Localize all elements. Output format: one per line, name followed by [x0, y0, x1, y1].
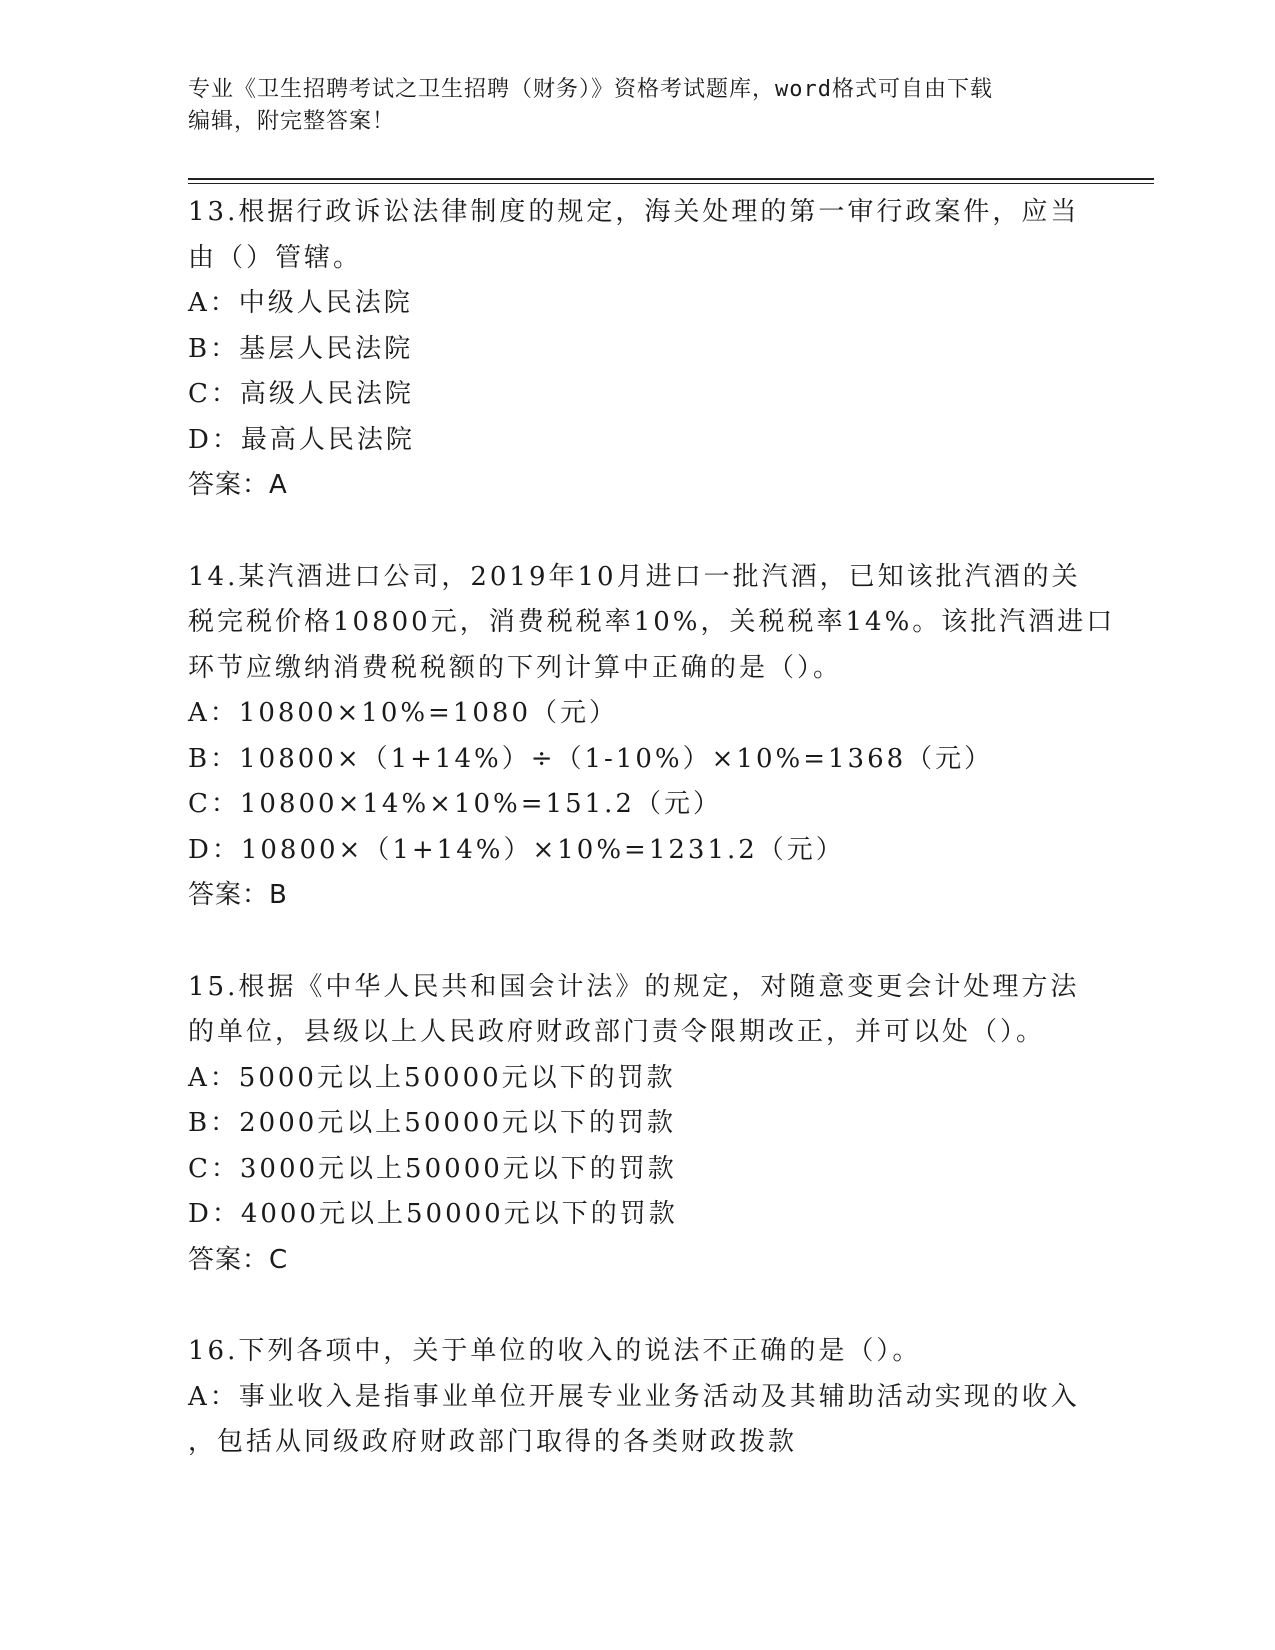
question-13: [188, 190, 1088, 509]
question-16: [188, 1329, 1088, 1466]
option-b: B：2000元以上50000元以下的罚款: [188, 1108, 676, 1138]
question-15: [188, 965, 1088, 1284]
answer-line: 答案：A: [188, 470, 288, 500]
answer-line: 答案：B: [188, 880, 288, 910]
question-stem-line: 环节应缴纳消费税税额的下列计算中正确的是（）。: [188, 652, 843, 683]
header-line-1: 专业《卫生招聘考试之卫生招聘（财务）》资格考试题库，word格式可自由下载: [188, 77, 993, 102]
question-list: [188, 190, 1116, 1512]
header-line-2: 编辑，附完整答案！: [188, 109, 396, 134]
question-stem-line: 13.根据行政诉讼法律制度的规定，海关处理的第一审行政案件，应当: [188, 197, 1080, 227]
answer-line: 答案：C: [188, 1244, 289, 1275]
question-stem-line: 16.下列各项中，关于单位的收入的说法不正确的是（）。: [188, 1336, 922, 1366]
option-a-continuation: ，包括从同级政府财政部门取得的各类财政拨款: [188, 1427, 798, 1457]
option-d: D：最高人民法院: [188, 424, 415, 455]
question-stem-line: 15.根据《中华人民共和国会计法》的规定，对随意变更会计处理方法: [188, 971, 1080, 1002]
option-a: A：10800×10%=1080（元）: [188, 698, 619, 728]
document-header: [188, 74, 1068, 138]
header-divider-top: [188, 178, 1154, 180]
question-stem-line: 14.某汽酒进口公司，2019年10月进口一批汽酒，已知该批汽酒的关: [188, 561, 1081, 592]
option-c: C：高级人民法院: [188, 379, 414, 409]
question-stem-line: 的单位，县级以上人民政府财政部门责令限期改正，并可以处（）。: [188, 1017, 1046, 1047]
question-14: [188, 555, 1116, 919]
question-stem-line: 由（）管辖。: [188, 242, 363, 273]
header-divider-bottom: [188, 183, 1154, 184]
option-b: B：基层人民法院: [188, 333, 414, 364]
option-a: A：5000元以上50000元以下的罚款: [188, 1062, 676, 1093]
question-stem-line: 税完税价格10800元，消费税税率10%，关税税率14%。该批汽酒进口: [188, 607, 1116, 637]
option-a: A：事业收入是指事业单位开展专业业务活动及其辅助活动实现的收入: [188, 1381, 1080, 1412]
option-c: C：3000元以上50000元以下的罚款: [188, 1153, 677, 1184]
option-d: D：10800×（1+14%）×10%=1231.2（元）: [188, 834, 845, 865]
option-a: A：中级人民法院: [188, 288, 413, 318]
option-c: C：10800×14%×10%=151.2（元）: [188, 789, 722, 819]
option-b: B：10800×（1+14%）÷（1-10%）×10%=1368（元）: [188, 743, 994, 774]
option-d: D：4000元以上50000元以下的罚款: [188, 1199, 678, 1229]
